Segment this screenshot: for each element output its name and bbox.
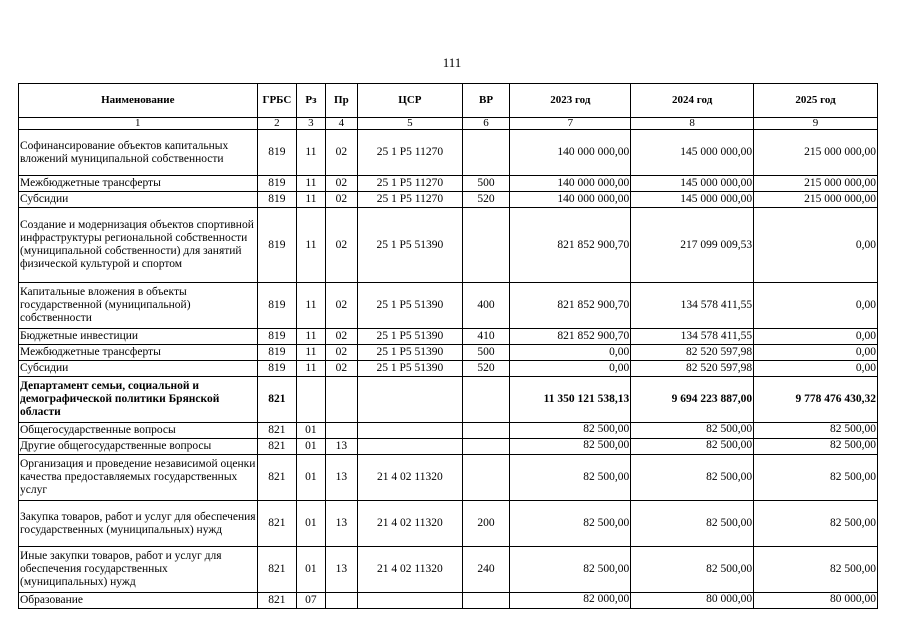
- row-csr: 25 1 P5 51390: [358, 329, 463, 345]
- row-2023: 821 852 900,70: [510, 283, 631, 329]
- column-number: 3: [297, 118, 325, 130]
- row-name: Образование: [19, 593, 258, 609]
- row-2023: 821 852 900,70: [510, 329, 631, 345]
- row-2024: 145 000 000,00: [631, 176, 754, 192]
- row-name: Софинансирование объектов капитальных вложений муниципальной собственности: [19, 130, 258, 176]
- page-number: 111: [442, 55, 462, 70]
- row-2024: 145 000 000,00: [631, 192, 754, 208]
- table-row: [19, 455, 878, 501]
- row-vr: [462, 208, 510, 283]
- row-name: Организация и проведение независимой оценки качества предоставляемых государственных услуг: [19, 455, 258, 501]
- row-pr: [325, 377, 357, 423]
- row-pr: 13: [325, 501, 357, 547]
- header-grbs: ГРБС: [257, 84, 297, 118]
- row-2025: 215 000 000,00: [754, 130, 878, 176]
- row-2025: 0,00: [754, 345, 878, 361]
- row-name: Создание и модернизация объектов спортивной инфраструктуры региональной собственности (муниципальной собственности) для занятий физической культурой и спортом: [19, 208, 258, 283]
- row-vr: 200: [462, 501, 510, 547]
- row-2025: 82 500,00: [754, 547, 878, 593]
- row-name: Капитальные вложения в объекты государственной (муниципальной) собственности: [19, 283, 258, 329]
- table-row: [19, 283, 878, 329]
- column-number: 6: [462, 118, 510, 130]
- row-vr: [462, 593, 510, 609]
- row-grbs: 819: [257, 361, 297, 377]
- row-grbs: 821: [257, 455, 297, 501]
- row-grbs: 819: [257, 130, 297, 176]
- row-csr: 25 1 P5 11270: [358, 192, 463, 208]
- row-grbs: 821: [257, 423, 297, 439]
- row-2023: 82 000,00: [510, 593, 631, 609]
- row-rz: 01: [297, 439, 325, 455]
- row-2024: 134 578 411,55: [631, 329, 754, 345]
- row-grbs: 821: [257, 593, 297, 609]
- row-2025: 82 500,00: [754, 455, 878, 501]
- row-rz: 11: [297, 130, 325, 176]
- header-vr: ВР: [462, 84, 510, 118]
- table-row: [19, 345, 878, 361]
- row-pr: 02: [325, 361, 357, 377]
- row-2024: 145 000 000,00: [631, 130, 754, 176]
- row-vr: 500: [462, 176, 510, 192]
- row-name: Общегосударственные вопросы: [19, 423, 258, 439]
- row-name: Бюджетные инвестиции: [19, 329, 258, 345]
- row-2024: 80 000,00: [631, 593, 754, 609]
- row-vr: [462, 377, 510, 423]
- row-rz: 01: [297, 547, 325, 593]
- row-rz: 11: [297, 192, 325, 208]
- row-2023: 82 500,00: [510, 423, 631, 439]
- header-name: Наименование: [19, 84, 258, 118]
- row-rz: 01: [297, 423, 325, 439]
- header-2025: 2025 год: [754, 84, 878, 118]
- row-2024: 134 578 411,55: [631, 283, 754, 329]
- row-pr: 02: [325, 192, 357, 208]
- row-csr: 21 4 02 11320: [358, 547, 463, 593]
- table-row: [19, 547, 878, 593]
- column-number: 7: [510, 118, 631, 130]
- row-2023: 140 000 000,00: [510, 192, 631, 208]
- row-2023: 82 500,00: [510, 455, 631, 501]
- row-pr: [325, 593, 357, 609]
- row-vr: [462, 423, 510, 439]
- row-grbs: 819: [257, 176, 297, 192]
- row-rz: 11: [297, 361, 325, 377]
- table-row: [19, 593, 878, 609]
- table-row: [19, 423, 878, 439]
- header-2024: 2024 год: [631, 84, 754, 118]
- row-name: Иные закупки товаров, работ и услуг для обеспечения государственных (муниципальных) нужд: [19, 547, 258, 593]
- row-2025: 0,00: [754, 283, 878, 329]
- row-pr: [325, 423, 357, 439]
- row-vr: 500: [462, 345, 510, 361]
- row-pr: 02: [325, 283, 357, 329]
- header-rz: Рз: [297, 84, 325, 118]
- row-pr: 02: [325, 176, 357, 192]
- row-csr: [358, 423, 463, 439]
- row-name: Департамент семьи, социальной и демографической политики Брянской области: [19, 377, 258, 423]
- row-csr: [358, 439, 463, 455]
- row-csr: [358, 593, 463, 609]
- table-row: [19, 377, 878, 423]
- row-rz: 01: [297, 501, 325, 547]
- row-name: Другие общегосударственные вопросы: [19, 439, 258, 455]
- table-row: [19, 208, 878, 283]
- row-vr: [462, 455, 510, 501]
- header-2023: 2023 год: [510, 84, 631, 118]
- row-csr: 25 1 P5 51390: [358, 345, 463, 361]
- row-2025: 82 500,00: [754, 439, 878, 455]
- table-row: [19, 361, 878, 377]
- row-pr: 02: [325, 329, 357, 345]
- row-vr: [462, 130, 510, 176]
- table-row: [19, 501, 878, 547]
- row-vr: 400: [462, 283, 510, 329]
- row-2025: 215 000 000,00: [754, 192, 878, 208]
- row-pr: 13: [325, 547, 357, 593]
- row-rz: 11: [297, 208, 325, 283]
- row-2023: 82 500,00: [510, 501, 631, 547]
- row-2025: 0,00: [754, 208, 878, 283]
- row-2025: 82 500,00: [754, 423, 878, 439]
- row-pr: 02: [325, 345, 357, 361]
- row-vr: 410: [462, 329, 510, 345]
- row-pr: 02: [325, 130, 357, 176]
- row-2023: 82 500,00: [510, 547, 631, 593]
- header-row: [19, 84, 878, 118]
- table-row: [19, 439, 878, 455]
- row-2023: 140 000 000,00: [510, 130, 631, 176]
- column-number: 9: [754, 118, 878, 130]
- column-number: 8: [631, 118, 754, 130]
- table-row: [19, 192, 878, 208]
- row-2024: 82 500,00: [631, 455, 754, 501]
- budget-table: [18, 83, 878, 609]
- column-number: 5: [358, 118, 463, 130]
- row-vr: 520: [462, 361, 510, 377]
- row-pr: 13: [325, 455, 357, 501]
- row-grbs: 819: [257, 208, 297, 283]
- row-2025: 0,00: [754, 361, 878, 377]
- row-csr: [358, 377, 463, 423]
- header-csr: ЦСР: [358, 84, 463, 118]
- table-row: [19, 176, 878, 192]
- row-grbs: 821: [257, 547, 297, 593]
- row-name: Закупка товаров, работ и услуг для обеспечения государственных (муниципальных) нужд: [19, 501, 258, 547]
- table-row: [19, 130, 878, 176]
- row-csr: 25 1 P5 11270: [358, 130, 463, 176]
- row-rz: 01: [297, 455, 325, 501]
- row-2025: 215 000 000,00: [754, 176, 878, 192]
- column-numbers-row: [19, 118, 878, 130]
- row-csr: 21 4 02 11320: [358, 501, 463, 547]
- row-grbs: 821: [257, 377, 297, 423]
- row-2024: 82 500,00: [631, 423, 754, 439]
- row-grbs: 821: [257, 439, 297, 455]
- row-2025: 0,00: [754, 329, 878, 345]
- row-2025: 82 500,00: [754, 501, 878, 547]
- row-name: Субсидии: [19, 192, 258, 208]
- header-pr: Пр: [325, 84, 357, 118]
- table-row: [19, 329, 878, 345]
- row-2024: 9 694 223 887,00: [631, 377, 754, 423]
- column-number: 4: [325, 118, 357, 130]
- row-2023: 0,00: [510, 361, 631, 377]
- row-grbs: 819: [257, 283, 297, 329]
- row-vr: 520: [462, 192, 510, 208]
- row-csr: 21 4 02 11320: [358, 455, 463, 501]
- row-rz: 07: [297, 593, 325, 609]
- row-vr: 240: [462, 547, 510, 593]
- row-rz: 11: [297, 329, 325, 345]
- row-grbs: 819: [257, 329, 297, 345]
- row-2024: 82 500,00: [631, 439, 754, 455]
- row-grbs: 819: [257, 192, 297, 208]
- row-pr: 02: [325, 208, 357, 283]
- row-2024: 82 500,00: [631, 547, 754, 593]
- row-csr: 25 1 P5 51390: [358, 361, 463, 377]
- row-csr: 25 1 P5 51390: [358, 283, 463, 329]
- row-2024: 217 099 009,53: [631, 208, 754, 283]
- row-2024: 82 520 597,98: [631, 361, 754, 377]
- row-2023: 140 000 000,00: [510, 176, 631, 192]
- row-csr: 25 1 P5 11270: [358, 176, 463, 192]
- row-rz: [297, 377, 325, 423]
- row-name: Межбюджетные трансферты: [19, 176, 258, 192]
- column-number: 1: [19, 118, 258, 130]
- row-2023: 0,00: [510, 345, 631, 361]
- row-2023: 821 852 900,70: [510, 208, 631, 283]
- row-2025: 80 000,00: [754, 593, 878, 609]
- row-grbs: 819: [257, 345, 297, 361]
- row-grbs: 821: [257, 501, 297, 547]
- row-2023: 11 350 121 538,13: [510, 377, 631, 423]
- row-name: Субсидии: [19, 361, 258, 377]
- row-2025: 9 778 476 430,32: [754, 377, 878, 423]
- column-number: 2: [257, 118, 297, 130]
- row-rz: 11: [297, 283, 325, 329]
- row-2024: 82 500,00: [631, 501, 754, 547]
- row-name: Межбюджетные трансферты: [19, 345, 258, 361]
- row-csr: 25 1 P5 51390: [358, 208, 463, 283]
- row-2023: 82 500,00: [510, 439, 631, 455]
- row-rz: 11: [297, 345, 325, 361]
- row-2024: 82 520 597,98: [631, 345, 754, 361]
- row-rz: 11: [297, 176, 325, 192]
- row-vr: [462, 439, 510, 455]
- row-pr: 13: [325, 439, 357, 455]
